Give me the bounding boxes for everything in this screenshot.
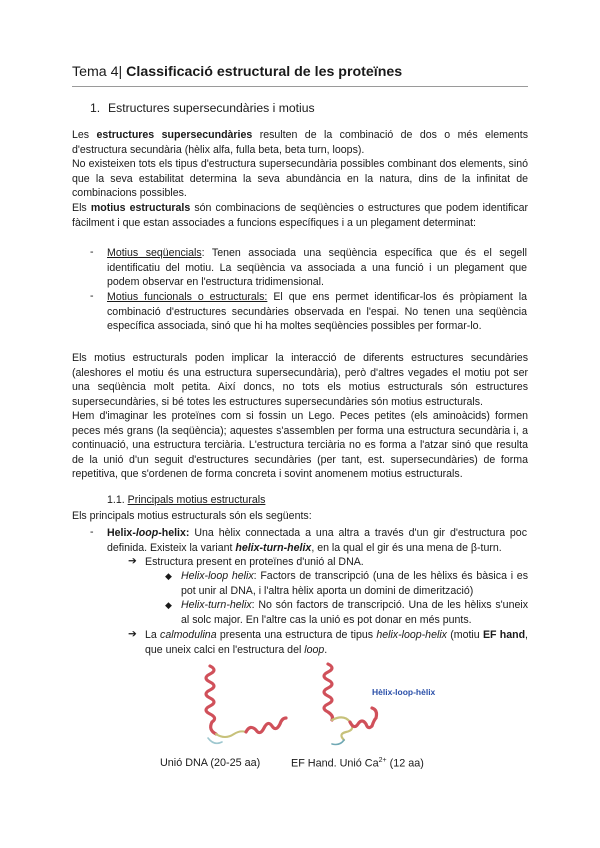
a2-text-5: . xyxy=(324,643,328,656)
section-number: 1. xyxy=(90,101,101,115)
hlh-term-3: -helix: xyxy=(158,527,190,539)
paragraph-motifs xyxy=(72,201,528,230)
d1-title: Helix-loop helix xyxy=(181,570,254,582)
diamond-bullet-icon: ◆ xyxy=(165,571,172,581)
caption-dna-binding: Unió DNA (20-25 aa) xyxy=(160,757,261,769)
hlh-term-loop: loop xyxy=(135,527,159,539)
header-prefix: Tema 4| xyxy=(72,64,123,80)
paragraph-main-motifs: Els principals motius estructurals són els següents: xyxy=(72,510,312,522)
hlh-variant: helix-turn-helix xyxy=(235,541,312,554)
section-heading-1 xyxy=(90,101,315,115)
bullet-dash: - xyxy=(90,290,94,302)
bullet1-text: : Tenen associada una seqüència específica que és el segell identificatiu del motiu. La seqüència va associada a una funció i un plegament que podem observar en l'estructura tridimensional. xyxy=(107,247,527,289)
paragraph-supersecondary xyxy=(72,128,528,157)
caption-ef-hand xyxy=(291,757,424,770)
a2-calmodulin: calmodulina xyxy=(160,629,217,641)
hlh-dna-binding: Estructura present en proteïnes d'unió al DNA. xyxy=(145,556,364,568)
a2-ef-hand: EF hand xyxy=(482,629,526,641)
ef-hand-ribbon-figure xyxy=(310,660,380,752)
paragraph-stability: No existeixen tots els tipus d'estructura supersecundària possibles combinant dos elements, sinó que la seva estabilitat determina la seva abundància en la natura, dins de la infinitat de combinacions possibles. xyxy=(72,158,528,200)
cap2-text-b: (12 aa) xyxy=(386,757,424,770)
bullet-sequence-motifs xyxy=(107,246,527,290)
a2-text-3: (motiu xyxy=(446,629,483,641)
subsection-number: 1.1. xyxy=(107,494,125,506)
bullet-dash: - xyxy=(90,246,94,258)
p3-text-a: Els xyxy=(72,202,91,214)
dna-binding-ribbon-figure xyxy=(190,660,290,752)
calmodulin-note xyxy=(145,628,528,657)
hlh-transcription-factors xyxy=(181,569,528,598)
section-heading-1-1 xyxy=(107,494,265,506)
cap2-superscript: 2+ xyxy=(378,757,387,764)
d2-text: : No són factors de transcripció. Una de les hèlixs s'uneix al solc major. En l'altre cas la unió es pot donar en més punts. xyxy=(181,599,528,626)
p1-text-c: resulten de la combinació de dos o més elements d'estructura secundària (hèlix alfa, fulla beta, beta turn, loops). xyxy=(72,129,529,156)
a2-text-2: presenta una estructura de tipus xyxy=(216,629,377,641)
bullet2-text: El que ens permet identificar-los és pròpiament la combinació d'estructures secundàries observada en l'espai. No tenen una seqüència específica associada, sinó que hi ha moltes seqüències possibles per formar-lo. xyxy=(107,291,527,333)
arrow-icon: ➔ xyxy=(128,628,137,640)
bullet1-title: Motius seqüencials xyxy=(107,247,202,259)
section-title: Estructures supersecundàries i motius xyxy=(108,101,315,115)
a2-hlh: helix-loop-helix xyxy=(376,629,447,641)
d2-title: Helix-turn-helix xyxy=(181,599,252,611)
a2-text-1: La xyxy=(145,629,161,641)
bullet-helix-loop-helix xyxy=(107,526,527,555)
bullet-functional-motifs xyxy=(107,290,527,334)
bullet-dash: - xyxy=(90,526,94,538)
page-header xyxy=(72,64,528,87)
subsection-title: Principals motius estructurals xyxy=(127,494,266,506)
figure-label: Hèlix-loop-hèlix xyxy=(372,687,436,697)
hlh-text-1: Una hèlix connectada a una altra a través d'un gir d'estructura poc definida. Existeix la variant xyxy=(107,527,527,554)
cap2-text-a: EF Hand. Unió Ca xyxy=(291,757,379,770)
p3-text-c: són combinacions de seqüències o estructures que podem identificar fàcilment i que estan associades a funcions específiques i a un plegament determinat: xyxy=(72,202,528,229)
arrow-icon: ➔ xyxy=(128,555,137,567)
hth-description xyxy=(181,598,528,627)
hlh-text-2: , en la qual el gir és una mena de β-turn. xyxy=(311,541,502,554)
p1-text-a: Les xyxy=(72,129,97,141)
paragraph-interaction: Els motius estructurals poden implicar la interacció de diferents estructures secundàries (aleshores el motiu és una estructura supersecundària), però d'altres vegades el motiu pot ser una seqüència molt petita. Així doncs, no tots els motius estructurals són estructures supersecundàries, si bé totes les estructures supersecundàries són motius estructurals. xyxy=(72,352,528,408)
paragraph-lego: Hem d'imaginar les proteïnes com si fossin un Lego. Peces petites (els aminoàcids) formen peces més grans (la seqüència); aquestes s'assemblen per forma una estructura secundària i, a continuació, una estructura terciària. L'estructura terciària no es forma a l'atzar sinó que resulta de la unió d'un seguit d'estructures secundàries (per tant, est. supersecundàries) de forma repetitiva, que s'ordenen de forma concreta i sovint anomenem motius estructurals. xyxy=(72,410,528,481)
hlh-term-1: Helix- xyxy=(107,527,136,539)
header-title: Classificació estructural de les proteïnes xyxy=(126,64,403,80)
p3-term: motius estructurals xyxy=(90,202,191,214)
a2-loop: loop xyxy=(304,643,325,656)
d1-text: : Factors de transcripció (una de les hèlixs és bàsica i es pot unir al DNA, i l'altra hèlix aporta un domini de dimerització) xyxy=(181,570,528,597)
a2-text-4: , que uneix calci en l'estructura del xyxy=(145,629,528,656)
p1-term: estructures supersecundàries xyxy=(96,129,253,141)
bullet2-title: Motius funcionals o estructurals: xyxy=(107,291,268,303)
diamond-bullet-icon: ◆ xyxy=(165,600,172,610)
